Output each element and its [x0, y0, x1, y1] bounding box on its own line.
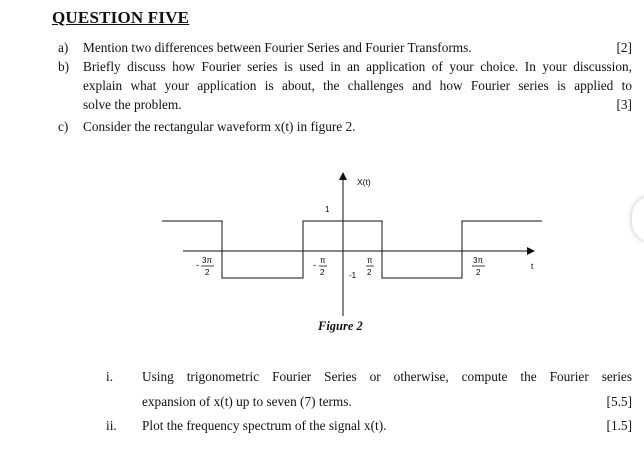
question-b-text-line2: explain what your application is about, the challenges and how Fourier series is applied to [83, 78, 632, 93]
subquestion-ii-text: Plot the frequency spectrum of the signal x(t). [1.5] [142, 413, 632, 438]
tick-neg-pi-2 [313, 256, 327, 277]
question-b-text-line3: solve the problem. [3] [83, 97, 632, 112]
subquestion-i-label: i. [106, 369, 114, 384]
question-b-label: b) [58, 59, 70, 74]
subquestion-i-text-line1: Using trigonometric Fourier Series or otherwise, compute the Fourier series [142, 369, 632, 384]
question-c-text: Consider the rectangular waveform x(t) in figure 2. [83, 119, 356, 134]
svg-text:2: 2 [367, 268, 372, 277]
subquestion-i-text-line2: expansion of x(t) up to seven (7) terms. [5.5] [142, 389, 632, 414]
rectangular-waveform [162, 221, 542, 278]
svg-text:-: - [196, 260, 199, 270]
question-a-text: Mention two differences between Fourier Series and Fourier Transforms. [2] [83, 40, 632, 55]
subquestion-i-mark: [5.5] [606, 394, 632, 409]
svg-text:π: π [367, 256, 373, 265]
subquestion-ii-mark: [1.5] [606, 418, 632, 433]
question-b-text-line1: Briefly discuss how Fourier series is used in an application of your choice. In your discussion, [83, 59, 632, 74]
tick-pos-pi-2 [366, 256, 374, 277]
svg-text:3π: 3π [202, 256, 212, 265]
svg-text:2: 2 [320, 268, 325, 277]
tick-neg-3pi-2 [196, 256, 214, 277]
question-title: QUESTION FIVE [52, 8, 190, 27]
x-axis-label: t [531, 261, 534, 271]
tick-pos-3pi-2 [472, 256, 485, 277]
svg-text:-: - [313, 260, 316, 270]
question-c-label: c) [58, 119, 69, 134]
question-a-mark: [2] [616, 40, 632, 55]
svg-text:2: 2 [476, 268, 481, 277]
svg-text:π: π [320, 256, 326, 265]
subquestion-ii-label: ii. [106, 418, 117, 433]
svg-text:3π: 3π [473, 256, 483, 265]
svg-text:2: 2 [205, 268, 210, 277]
y-axis-label: X(t) [357, 177, 371, 187]
figure-caption: Figure 2 [318, 319, 363, 333]
question-b-mark: [3] [616, 97, 632, 112]
question-a-label: a) [58, 40, 69, 55]
level-low-label: -1 [349, 271, 357, 280]
level-high-label: 1 [325, 205, 330, 214]
